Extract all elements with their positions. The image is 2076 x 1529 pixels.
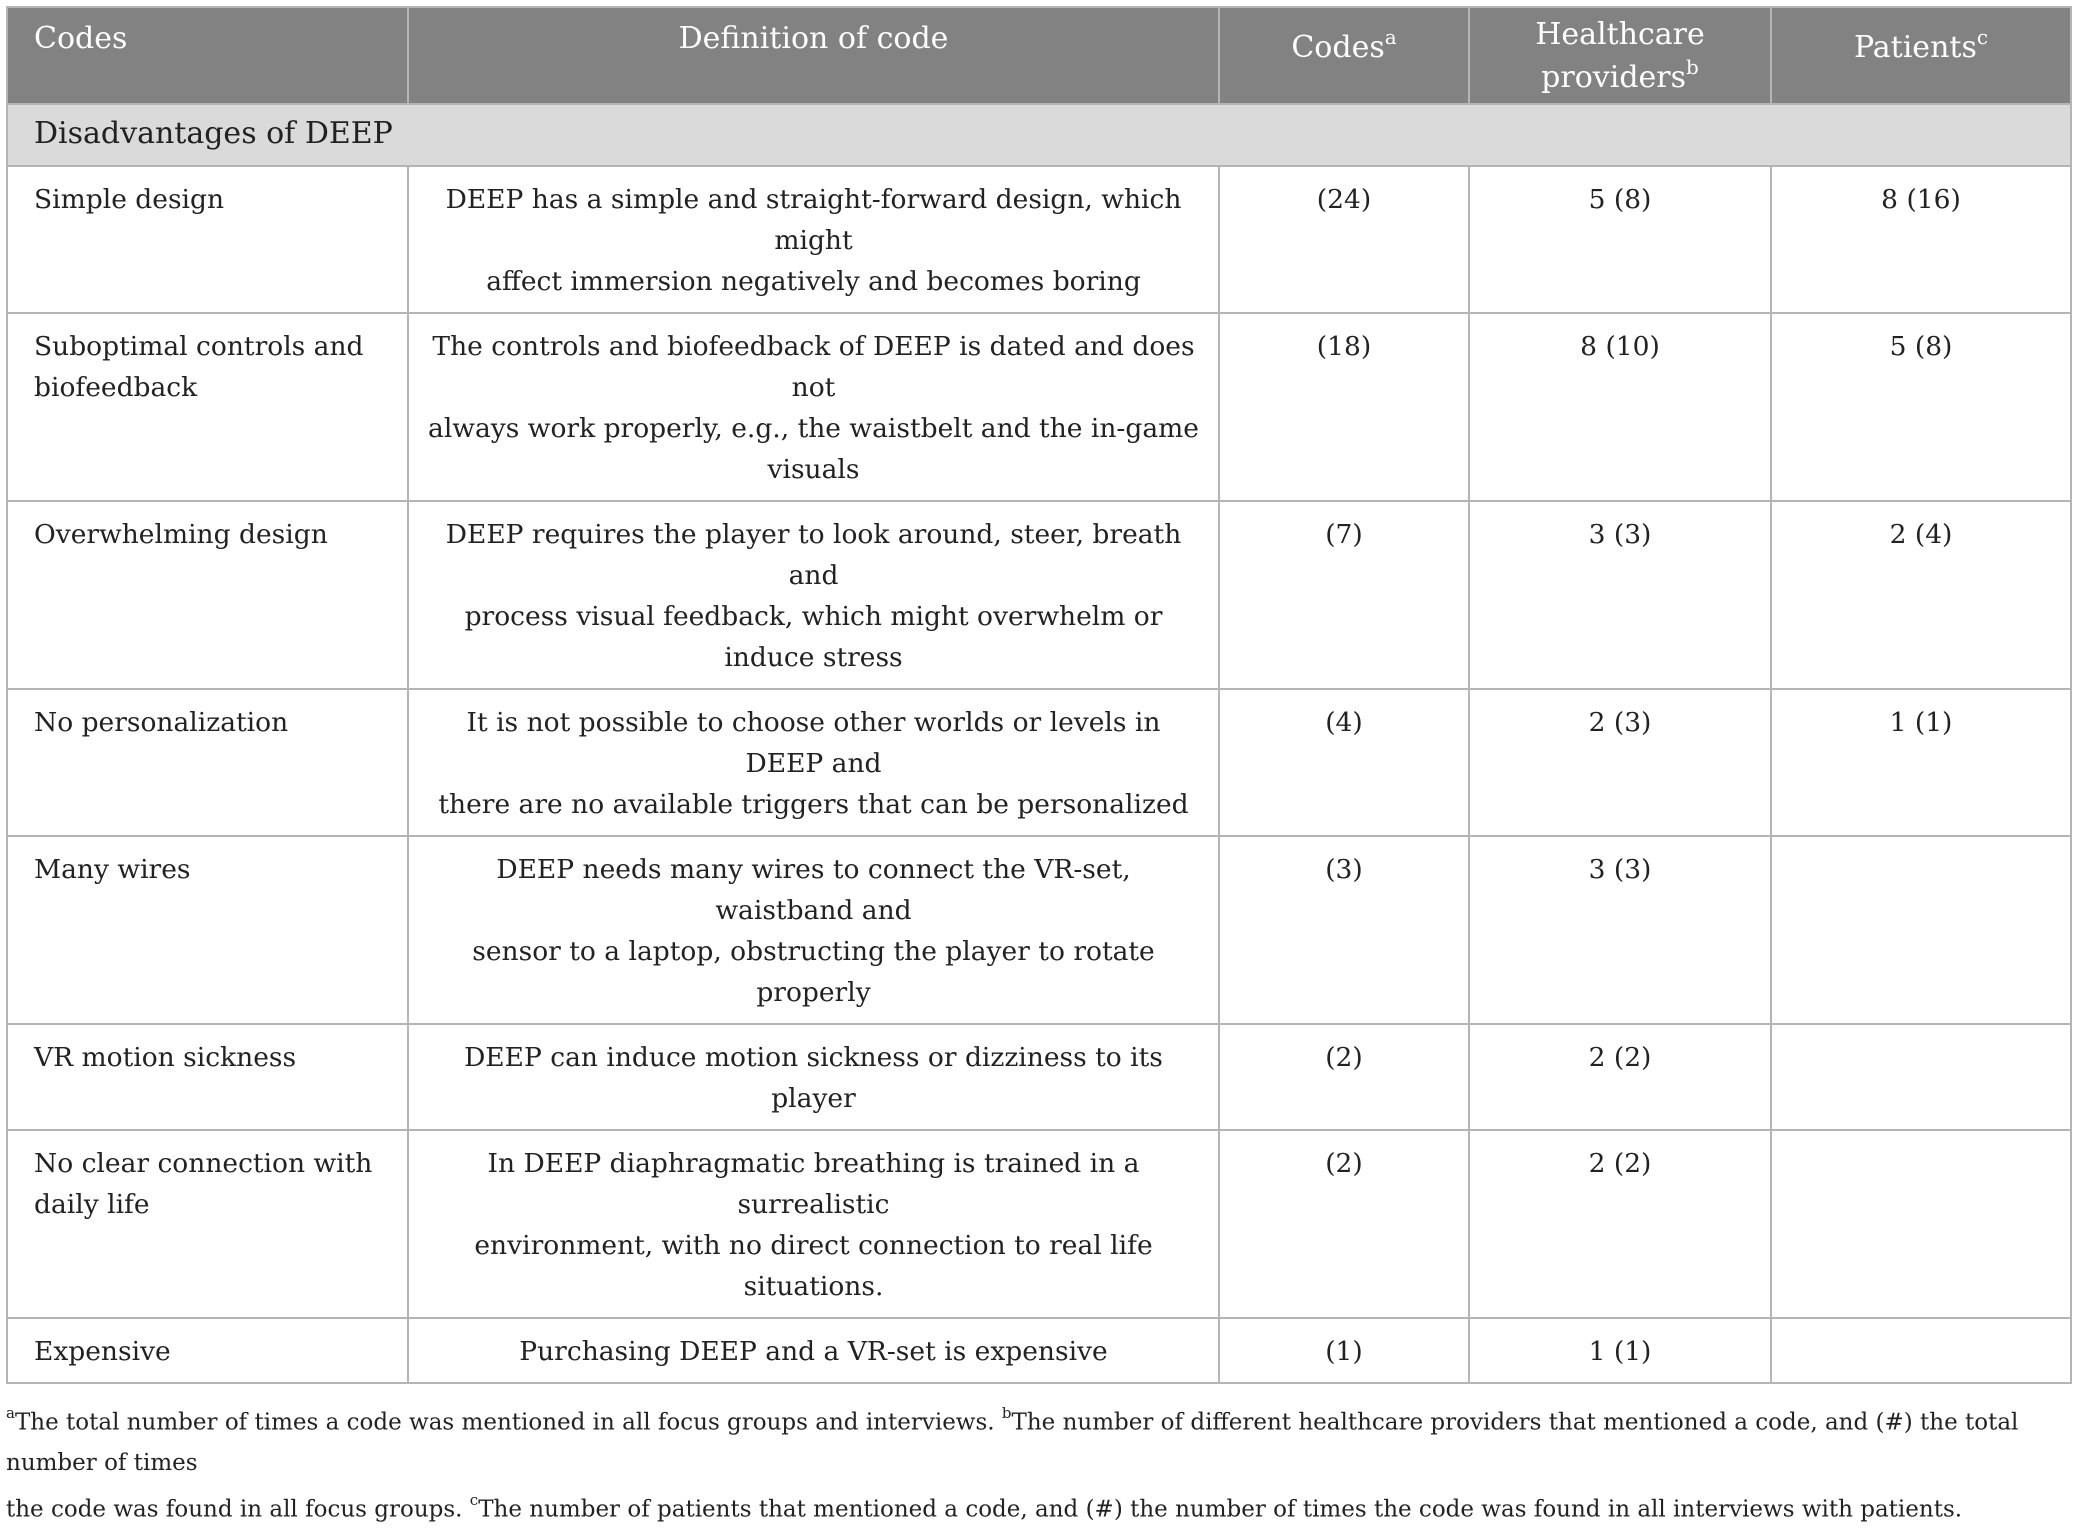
patients-cell [1771,1130,2071,1318]
codes-table [6,6,2072,1384]
header-codes: Codes [7,7,408,104]
codes-total-cell: (4) [1219,689,1469,836]
table-row [7,836,2071,1024]
footnote-c-marker: c [469,1490,479,1509]
code-cell: Many wires [7,836,408,1024]
patients-cell: 1 (1) [1771,689,2071,836]
code-cell: No personalization [7,689,408,836]
header-healthcare-providers: Healthcare providers$^b$ [1469,7,1771,104]
codes-total-cell: (24) [1219,166,1469,313]
table-row [7,1130,2071,1318]
healthcare-providers-cell: 8 (10) [1469,313,1771,501]
healthcare-providers-cell: 2 (2) [1469,1024,1771,1130]
table-row [7,501,2071,689]
table-row [7,1024,2071,1130]
definition-cell: DEEP has a simple and straight-forward design, which might affect immersion negatively and becomes boring [408,166,1219,313]
code-cell: Suboptimal controls and biofeedback [7,313,408,501]
code-cell: Simple design [7,166,408,313]
patients-cell [1771,1024,2071,1130]
definition-cell: Purchasing DEEP and a VR-set is expensive [408,1318,1219,1383]
footnote-b-continued: the code was found in all focus groups. [6,1496,470,1523]
healthcare-providers-cell: 2 (3) [1469,689,1771,836]
healthcare-providers-cell: 5 (8) [1469,166,1771,313]
section-title: Disadvantages of DEEP [7,104,2071,166]
definition-cell: It is not possible to choose other worlds or levels in DEEP and there are no available triggers that can be personalized [408,689,1219,836]
healthcare-providers-cell: 2 (2) [1469,1130,1771,1318]
definition-cell: DEEP can induce motion sickness or dizziness to its player [408,1024,1219,1130]
definition-cell: DEEP needs many wires to connect the VR-set, waistband and sensor to a laptop, obstructing the player to rotate properly [408,836,1219,1024]
patients-cell: 5 (8) [1771,313,2071,501]
code-cell: VR motion sickness [7,1024,408,1130]
definition-cell: In DEEP diaphragmatic breathing is trained in a surrealistic environment, with no direct connection to real life situations. [408,1130,1219,1318]
patients-cell [1771,836,2071,1024]
codes-total-cell: (2) [1219,1130,1469,1318]
codes-total-cell: (18) [1219,313,1469,501]
footnote-a: The total number of times a code was mentioned in all focus groups and interviews. [14,1409,1002,1436]
codes-total-cell: (7) [1219,501,1469,689]
table-row [7,313,2071,501]
healthcare-providers-cell: 3 (3) [1469,501,1771,689]
header-row [7,7,2071,104]
code-cell: No clear connection with daily life [7,1130,408,1318]
healthcare-providers-cell: 3 (3) [1469,836,1771,1024]
table-row [7,1318,2071,1383]
definition-cell: The controls and biofeedback of DEEP is dated and does not always work properly, e.g., the waistbelt and the in-game visuals [408,313,1219,501]
code-cell: Expensive [7,1318,408,1383]
table-container [6,6,2070,1529]
definition-cell: DEEP requires the player to look around, steer, breath and process visual feedback, which might overwhelm or induce stress [408,501,1219,689]
codes-total-cell: (2) [1219,1024,1469,1130]
patients-cell: 8 (16) [1771,166,2071,313]
table-footnotes [6,1396,2070,1529]
table-row [7,689,2071,836]
codes-total-cell: (1) [1219,1318,1469,1383]
patients-cell: 2 (4) [1771,501,2071,689]
patients-cell [1771,1318,2071,1383]
footnote-a-marker: a [6,1404,15,1422]
healthcare-providers-cell: 1 (1) [1469,1318,1771,1383]
header-definition: Definition of code [408,7,1219,104]
code-cell: Overwhelming design [7,501,408,689]
footnote-b-marker: b [1001,1404,1012,1422]
section-row [7,104,2071,166]
header-patients: Patients$^c$ [1771,7,2071,104]
footnote-b: The number of different healthcare providers that mentioned a code, and (#) the total number of times [6,1409,2019,1476]
table-row [7,166,2071,313]
header-codes-total: Codes$^a$ [1219,7,1469,104]
footnote-c: The number of patients that mentioned a code, and (#) the number of times the code was found in all interviews with patients. [478,1496,1963,1523]
codes-total-cell: (3) [1219,836,1469,1024]
